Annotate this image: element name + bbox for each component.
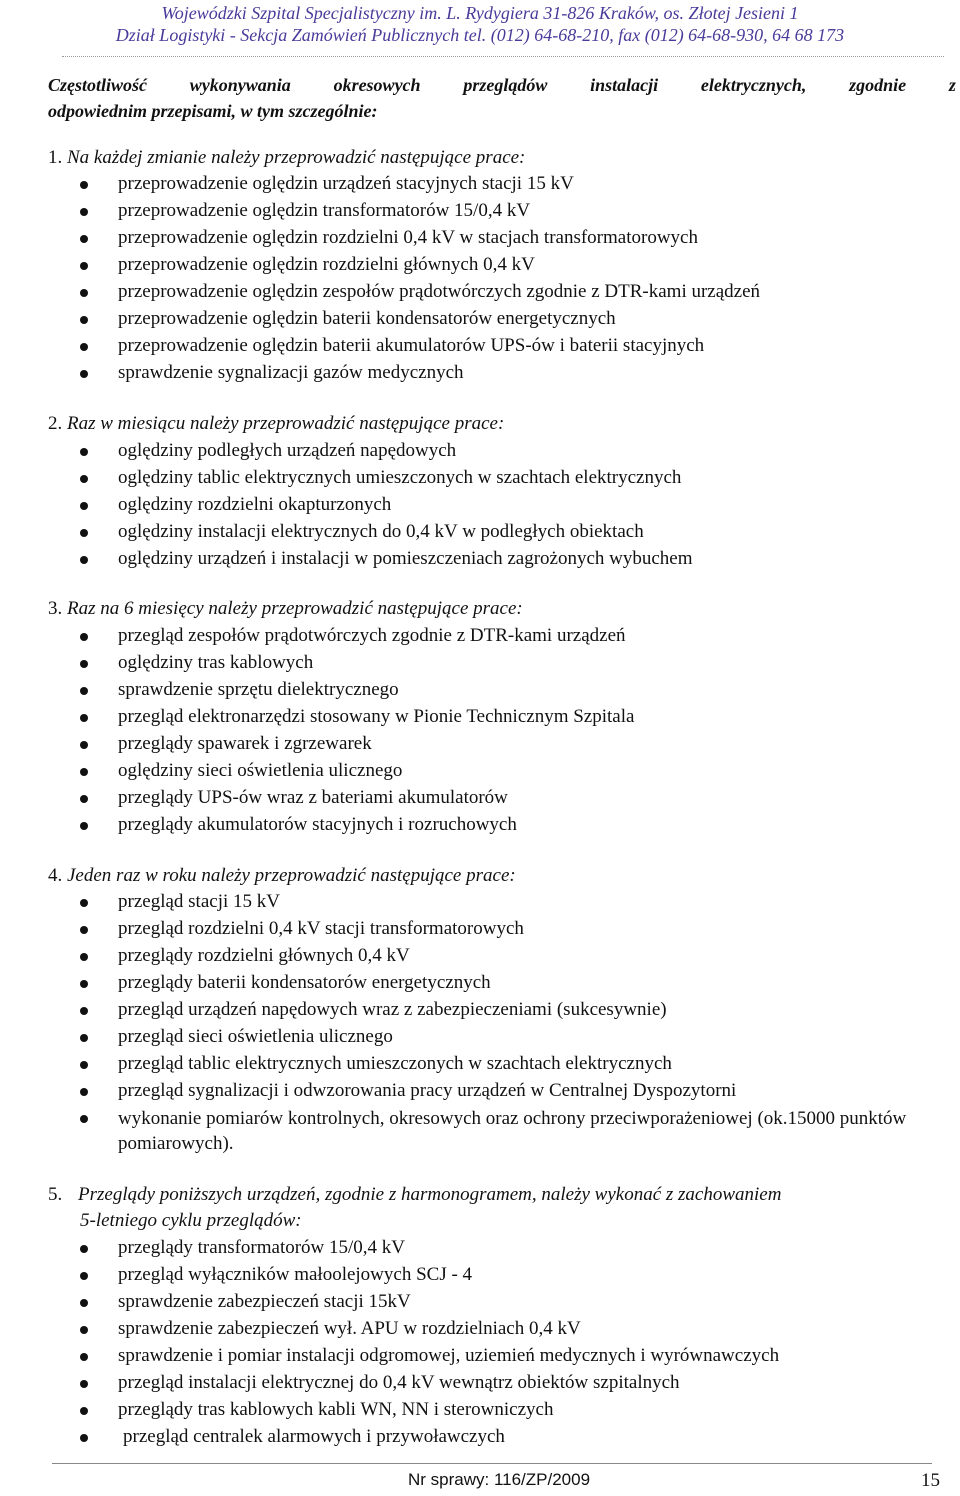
header-divider [62,56,944,57]
intro-line-2: odpowiednim przepisami, w tym szczególnie: [48,101,378,121]
bullet-icon [80,926,88,934]
list-item [0,732,960,759]
section-number: 4. [48,865,63,886]
bullet-icon [80,633,88,641]
list-item [0,520,960,547]
intro-word: przeglądów [463,75,548,95]
bullet-icon [80,899,88,907]
bullet-icon [80,953,88,961]
list-item-text: wykonanie pomiarów kontrolnych, okresowych oraz ochrony przeciwporażeniowej (ok.15000 punktów pomiarowych). [118,1108,907,1154]
list-item-text: przegląd sieci oświetlenia ulicznego [118,1026,393,1047]
list-item-text: przeprowadzenie oględzin baterii akumulatorów UPS-ów i baterii stacyjnych [118,335,705,356]
bullet-icon [80,1115,88,1123]
section-heading: Raz na 6 miesięcy należy przeprowadzić następujące prace: [67,598,523,619]
list-item-text: przeglądy rozdzielni głównych 0,4 kV [118,945,410,966]
list-item-text: sprawdzenie zabezpieczeń stacji 15kV [118,1291,411,1312]
list-item-text: przeglądy UPS-ów wraz z bateriami akumulatorów [118,787,508,808]
list-item-text: przegląd urządzeń napędowych wraz z zabezpieczeniami (sukcesywnie) [118,999,667,1020]
footer-divider [52,1463,932,1464]
list-item [0,1398,960,1425]
section-heading: 5-letniego cyklu przeglądów: [80,1210,302,1231]
list-item-text: oględziny rozdzielni okapturzonych [118,494,392,515]
list-item [0,998,960,1025]
bullet-icon [80,660,88,668]
bullet-icon [80,208,88,216]
bullet-icon [80,502,88,510]
list-item-text: przeglądy spawarek i zgrzewarek [118,733,372,754]
list-item [0,466,960,493]
list-item-text: przeprowadzenie oględzin rozdzielni głównych 0,4 kV [118,254,535,275]
bullet-icon [80,1272,88,1280]
bullet-icon [80,714,88,722]
bullet-icon [80,1007,88,1015]
header-line-1: Wojewódzki Szpital Specjalistyczny im. L. Rydygiera 31-826 Kraków, os. Złotej Jesieni 1 [161,3,799,23]
list-item [0,1025,960,1052]
list-item [0,1236,960,1263]
bullet-icon [80,316,88,324]
bullet-icon [80,1245,88,1253]
list-item [0,705,960,732]
list-item-text: przegląd tablic elektrycznych umieszczonych w szachtach elektrycznych [118,1053,672,1074]
list-item [0,280,960,307]
intro-word: wykonywania [189,75,291,95]
list-item [0,786,960,813]
list-item-text: przeglądy transformatorów 15/0,4 kV [118,1237,406,1258]
section-heading: Raz w miesiącu należy przeprowadzić następujące prace: [67,413,505,434]
bullet-icon [80,1088,88,1096]
section-2-title [48,412,504,436]
list-item [0,917,960,944]
list-item-text: przeprowadzenie oględzin transformatorów 15/0,4 kV [118,200,531,221]
list-item-text: przeprowadzenie oględzin rozdzielni 0,4 kV w stacjach transformatorowych [118,227,698,248]
list-item [0,1290,960,1317]
list-item [0,1263,960,1290]
intro-paragraph [48,72,956,124]
bullet-icon [80,1034,88,1042]
list-item-text: sprawdzenie zabezpieczeń wył. APU w rozdzielniach 0,4 kV [118,1318,581,1339]
list-item [0,813,960,840]
bullet-icon [80,980,88,988]
list-item [0,439,960,466]
page-number: 15 [921,1470,940,1491]
list-item-text: przegląd rozdzielni 0,4 kV stacji transformatorowych [118,918,524,939]
list-item-text: sprawdzenie sygnalizacji gazów medycznych [118,362,464,383]
section-number: 3. [48,598,63,619]
list-item [0,253,960,280]
list-item-text: przegląd elektronarzędzi stosowany w Pionie Technicznym Szpitala [118,706,635,727]
section-3-title [48,597,523,621]
list-item [0,1425,960,1452]
section-5-title-continued [80,1209,302,1233]
document-header [0,0,960,60]
section-heading: Przeglądy poniższych urządzeń, zgodnie z harmonogramem, należy wykonać z zachowaniem [78,1184,782,1205]
bullet-icon [80,556,88,564]
bullet-icon [80,448,88,456]
bullet-icon [80,741,88,749]
bullet-icon [80,1061,88,1069]
list-item-text: przegląd stacji 15 kV [118,891,280,912]
bullet-icon [80,1326,88,1334]
bullet-icon [80,1353,88,1361]
intro-word: instalacji [590,75,659,95]
list-item-text: przegląd zespołów prądotwórczych zgodnie z DTR-kami urządzeń [118,625,626,646]
list-item [0,1344,960,1371]
intro-word: Częstotliwość [48,75,148,95]
case-number: Nr sprawy: 116/ZP/2009 [408,1470,591,1489]
bullet-icon [80,822,88,830]
section-5-title [48,1183,781,1207]
list-item-text: oględziny podległych urządzeń napędowych [118,440,457,461]
list-item [0,172,960,199]
bullet-icon [80,1434,88,1442]
intro-word: okresowych [333,75,421,95]
list-item [0,890,960,917]
bullet-icon [80,475,88,483]
list-item [0,1106,960,1158]
section-heading: Na każdej zmianie należy przeprowadzić następujące prace: [67,147,526,168]
bullet-icon [80,289,88,297]
list-item [0,307,960,334]
intro-word: z [948,75,956,95]
bullet-icon [80,529,88,537]
list-item-text: sprawdzenie sprzętu dielektrycznego [118,679,399,700]
bullet-icon [80,1380,88,1388]
bullet-icon [80,1299,88,1307]
list-item [0,334,960,361]
list-item [0,944,960,971]
list-item [0,493,960,520]
bullet-icon [80,262,88,270]
list-item-text: przeprowadzenie oględzin baterii kondensatorów energetycznych [118,308,616,329]
list-item-text: przegląd wyłączników małoolejowych SCJ - 4 [118,1264,473,1285]
list-item-text: przegląd sygnalizacji i odwzorowania pracy urządzeń w Centralnej Dyspozytorni [118,1080,737,1101]
list-item-text: sprawdzenie i pomiar instalacji odgromowej, uziemień medycznych i wyrównawczych [118,1345,780,1366]
list-item [0,1317,960,1344]
section-number: 2. [48,413,63,434]
list-item [0,1371,960,1398]
section-number: 5. [48,1184,63,1205]
list-item [0,759,960,786]
list-item [0,361,960,388]
section-number: 1. [48,147,63,168]
list-item-text: przeglądy tras kablowych kabli WN, NN i sterowniczych [118,1399,554,1420]
bullet-icon [80,687,88,695]
list-item-text: oględziny urządzeń i instalacji w pomieszczeniach zagrożonych wybuchem [118,548,693,569]
list-item-text: przeprowadzenie oględzin urządzeń stacyjnych stacji 15 kV [118,173,574,194]
list-item [0,678,960,705]
list-item [0,624,960,651]
section-heading: Jeden raz w roku należy przeprowadzić następujące prace: [67,865,516,886]
bullet-icon [80,181,88,189]
list-item-text: oględziny tablic elektrycznych umieszczonych w szachtach elektrycznych [118,467,682,488]
header-line-2: Dział Logistyki - Sekcja Zamówień Publicznych tel. (012) 64-68-210, fax (012) 64-68-930, 64 68 173 [115,25,845,45]
list-item-text: przegląd instalacji elektrycznej do 0,4 kV wewnątrz obiektów szpitalnych [118,1372,680,1393]
list-item [0,651,960,678]
bullet-icon [80,343,88,351]
intro-line-1 [48,72,956,98]
intro-word: elektrycznych, [700,75,807,95]
intro-word: zgodnie [849,75,907,95]
list-item-text: oględziny instalacji elektrycznych do 0,4 kV w podległych obiektach [118,521,644,542]
list-item [0,226,960,253]
list-item-text: przegląd centralek alarmowych i przywoławczych [123,1426,505,1447]
list-item [0,547,960,574]
bullet-icon [80,768,88,776]
list-item-text: przeglądy akumulatorów stacyjnych i rozruchowych [118,814,517,835]
list-item [0,1079,960,1106]
section-1-title [48,146,525,170]
list-item-text: oględziny sieci oświetlenia ulicznego [118,760,403,781]
bullet-icon [80,370,88,378]
bullet-icon [80,235,88,243]
list-item [0,1052,960,1079]
list-item-text: przeprowadzenie oględzin zespołów prądotwórczych zgodnie z DTR-kami urządzeń [118,281,761,302]
list-item [0,199,960,226]
section-4-title [48,864,516,888]
bullet-icon [80,795,88,803]
bullet-icon [80,1407,88,1415]
list-item [0,971,960,998]
list-item-text: oględziny tras kablowych [118,652,314,673]
list-item-text: przeglądy baterii kondensatorów energetycznych [118,972,491,993]
